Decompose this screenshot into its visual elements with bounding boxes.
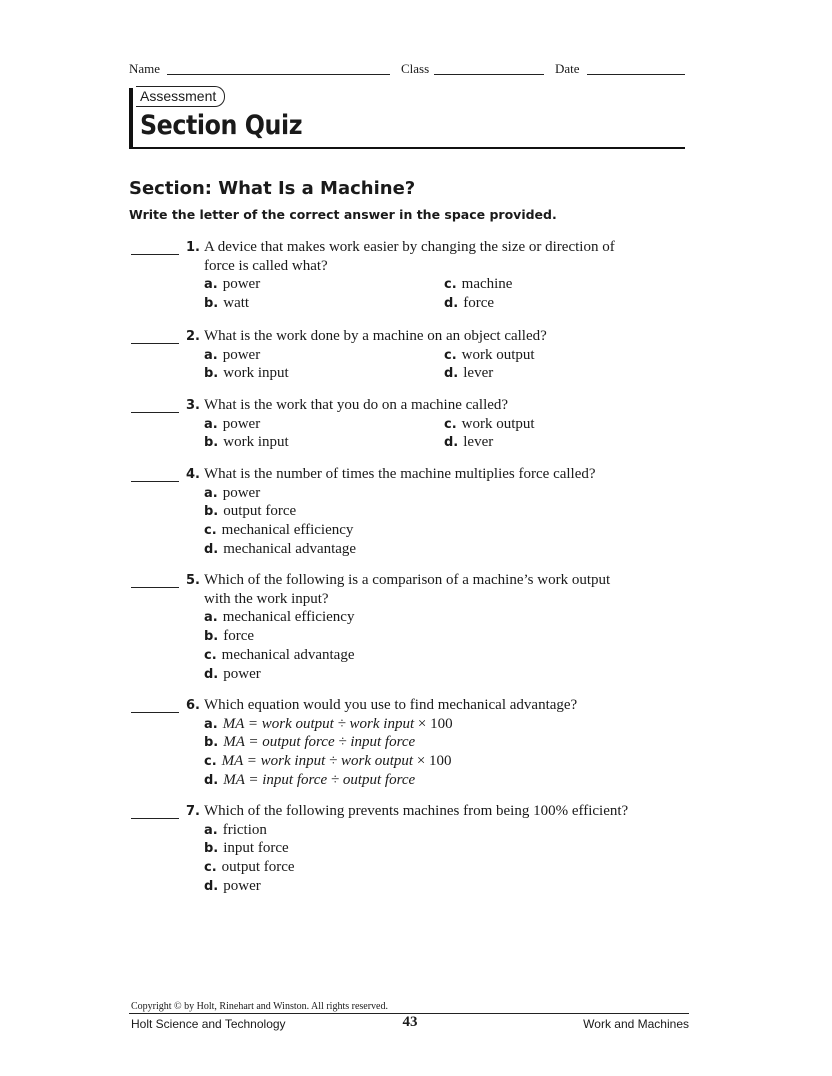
option-letter: b. [204,504,219,520]
date-field[interactable] [587,74,685,75]
option-letter: b. [204,366,219,382]
answer-option [204,502,296,521]
option-text: output force [223,503,297,520]
option-letter: c. [204,647,217,663]
option-letter: c. [204,523,217,539]
answer-option [204,433,289,452]
answer-blank[interactable] [131,254,179,255]
option-letter: b. [204,296,219,312]
answer-option [204,858,295,877]
question-text: with the work input? [204,590,329,607]
answer-option [444,433,493,452]
option-text: MA = output force ÷ input force [223,734,416,751]
copyright: Copyright © by Holt, Rinehart and Winston. All rights reserved. [131,1001,388,1012]
option-text: machine [461,276,513,293]
answer-option [204,752,452,771]
option-letter: a. [204,610,218,626]
name-field[interactable] [167,74,390,75]
option-suffix: × 100 [413,753,452,770]
option-letter: b. [204,841,219,857]
option-text: mechanical efficiency [221,522,354,539]
answer-option [204,521,353,540]
option-letter: d. [204,666,219,682]
answer-option [204,733,415,752]
option-text: lever [463,365,494,382]
answer-option [204,484,260,503]
option-text: friction [222,821,267,838]
option-letter: b. [204,629,219,645]
page-number: 43 [402,1014,418,1030]
question-text: What is the work done by a machine on an object called? [204,328,547,344]
option-letter: c. [444,347,457,363]
option-letter: a. [204,277,218,293]
answer-blank[interactable] [131,412,179,413]
answer-blank[interactable] [131,712,179,713]
answer-option [204,415,260,434]
question-text: A device that makes work easier by changing the size or direction of [204,239,615,255]
option-letter: d. [444,435,459,451]
publisher: Holt Science and Technology [131,1017,286,1031]
question-text: Which of the following is a comparison of a machine’s work output [204,572,611,588]
option-letter: d. [444,366,459,382]
answer-option [204,839,289,858]
option-text: force [223,628,255,645]
answer-option [204,294,249,313]
option-letter: b. [204,435,219,451]
option-letter: c. [444,277,457,293]
option-letter: a. [204,716,218,732]
option-text: power [222,484,261,501]
question-number: 1. [186,240,200,255]
option-text: force [463,295,495,312]
option-letter: d. [204,541,219,557]
date-label: Date [555,61,580,76]
answer-option [204,715,453,734]
page-title: Section Quiz [140,110,303,141]
option-suffix: × 100 [414,715,453,732]
chapter-name: Work and Machines [583,1017,689,1031]
question-text: force is called what? [204,257,328,274]
option-text: work output [461,415,535,432]
answer-option [204,771,415,790]
option-text: MA = work output ÷ work input [222,715,415,732]
option-letter: b. [204,735,219,751]
option-text: mechanical advantage [223,540,357,557]
option-text: MA = work input ÷ work output [221,753,414,770]
question-number: 7. [186,804,200,819]
answer-option [204,364,289,383]
title-accent-bar [129,88,133,149]
option-text: power [222,276,261,293]
option-text: power [223,665,261,682]
assessment-tag: Assessment [136,86,225,107]
answer-blank[interactable] [131,481,179,482]
option-text: work output [461,346,535,363]
option-letter: c. [204,754,217,770]
answer-option [204,540,356,559]
option-text: mechanical advantage [221,646,355,663]
option-text: lever [463,434,494,451]
question-text: Which equation would you use to find mechanical advantage? [204,697,578,713]
option-text: work input [223,434,289,451]
answer-option [204,665,261,684]
question-number: 6. [186,698,200,713]
option-text: input force [223,840,289,857]
answer-option [444,346,535,365]
name-label: Name [129,61,161,76]
answer-option [204,646,355,665]
question-number: 4. [186,467,200,482]
option-text: power [223,877,261,894]
option-letter: a. [204,347,218,363]
class-field[interactable] [434,74,544,75]
answer-option [204,346,260,365]
answer-blank[interactable] [131,818,179,819]
answer-option [204,608,354,627]
answer-option [444,364,493,383]
question-number: 2. [186,329,200,344]
option-text: watt [223,295,250,312]
option-text: output force [221,859,295,876]
option-letter: d. [444,296,459,312]
option-letter: a. [204,485,218,501]
answer-option [204,275,260,294]
answer-option [204,821,267,840]
option-letter: d. [204,772,219,788]
option-text: mechanical efficiency [222,609,355,626]
option-text: power [222,346,261,363]
answer-option [444,275,512,294]
option-letter: a. [204,416,218,432]
option-letter: a. [204,822,218,838]
class-label: Class [401,61,430,76]
instructions: Write the letter of the correct answer in the space provided. [129,207,557,222]
option-text: work input [223,365,289,382]
question-text: What is the work that you do on a machine called? [204,397,509,413]
answer-option [204,627,254,646]
question-number: 3. [186,398,200,413]
section-heading: Section: What Is a Machine? [129,178,416,199]
option-letter: d. [204,878,219,894]
question-text: What is the number of times the machine multiplies force called? [204,466,596,482]
option-text: power [222,415,261,432]
question-number: 5. [186,573,200,588]
option-letter: c. [444,416,457,432]
answer-option [444,294,494,313]
option-letter: c. [204,860,217,876]
title-divider [129,147,685,149]
answer-option [444,415,535,434]
question-text: Which of the following prevents machines from being 100% efficient? [204,803,629,819]
answer-blank[interactable] [131,587,179,588]
answer-option [204,877,261,896]
answer-blank[interactable] [131,343,179,344]
option-text: MA = input force ÷ output force [223,771,416,788]
